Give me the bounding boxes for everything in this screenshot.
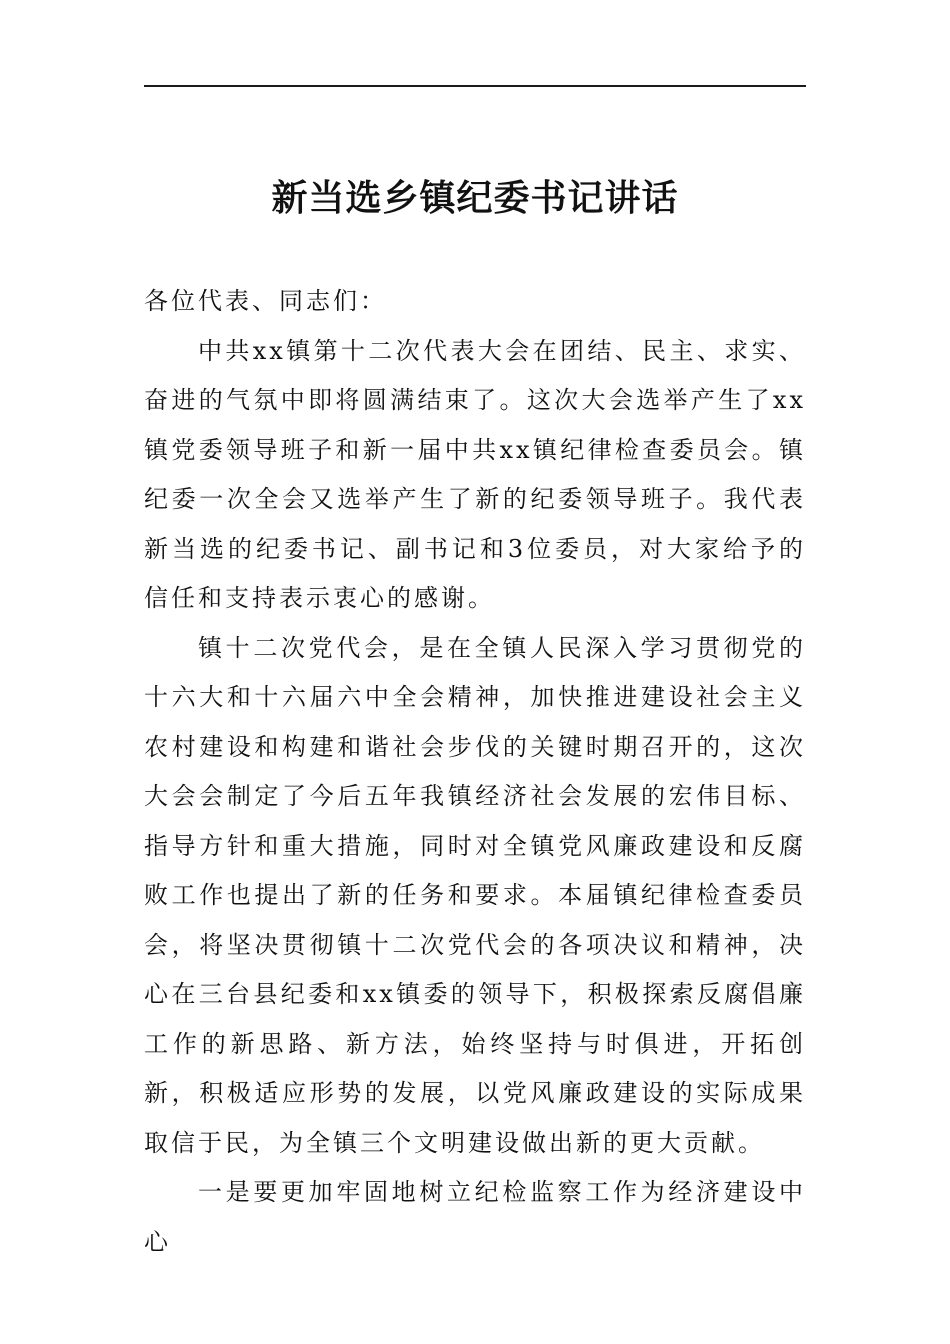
document-title: 新当选乡镇纪委书记讲话 [271,177,679,219]
paragraph-3: 一是要更加牢固地树立纪检监察工作为经济建设中心 [144,1178,806,1256]
document-body [144,277,806,1267]
header-rule [144,85,806,87]
paragraph-2: 镇十二次党代会，是在全镇人民深入学习贯彻党的十六大和十六届六中全会精神，加快推进建设社会主义农村建设和构建和谐社会步伐的关键时期召开的，这次大会会制定了今后五年我镇经济社会发展的宏伟目标、指导方针和重大措施，同时对全镇党风廉政建设和反腐败工作也提出了新的任务和要求。本届镇纪律检查委员会，将坚决贯彻镇十二次党代会的各项决议和精神，决心在三台县纪委和xx镇委的领导下，积极探索反腐倡廉工作的新思路、新方法，始终坚持与时俱进，开拓创新，积极适应形势的发展，以党风廉政建设的实际成果取信于民，为全镇三个文明建设做出新的更大贡献。 [144,633,806,1157]
greeting: 各位代表、同志们： [144,287,387,315]
paragraph-1: 中共xx镇第十二次代表大会在团结、民主、求实、奋进的气氛中即将圆满结束了。这次大会选举产生了xx镇党委领导班子和新一届中共xx镇纪律检查委员会。镇纪委一次全会又选举产生了新的纪委领导班子。我代表新当选的纪委书记、副书记和3位委员，对大家给予的信任和支持表示衷心的感谢。 [144,336,806,612]
